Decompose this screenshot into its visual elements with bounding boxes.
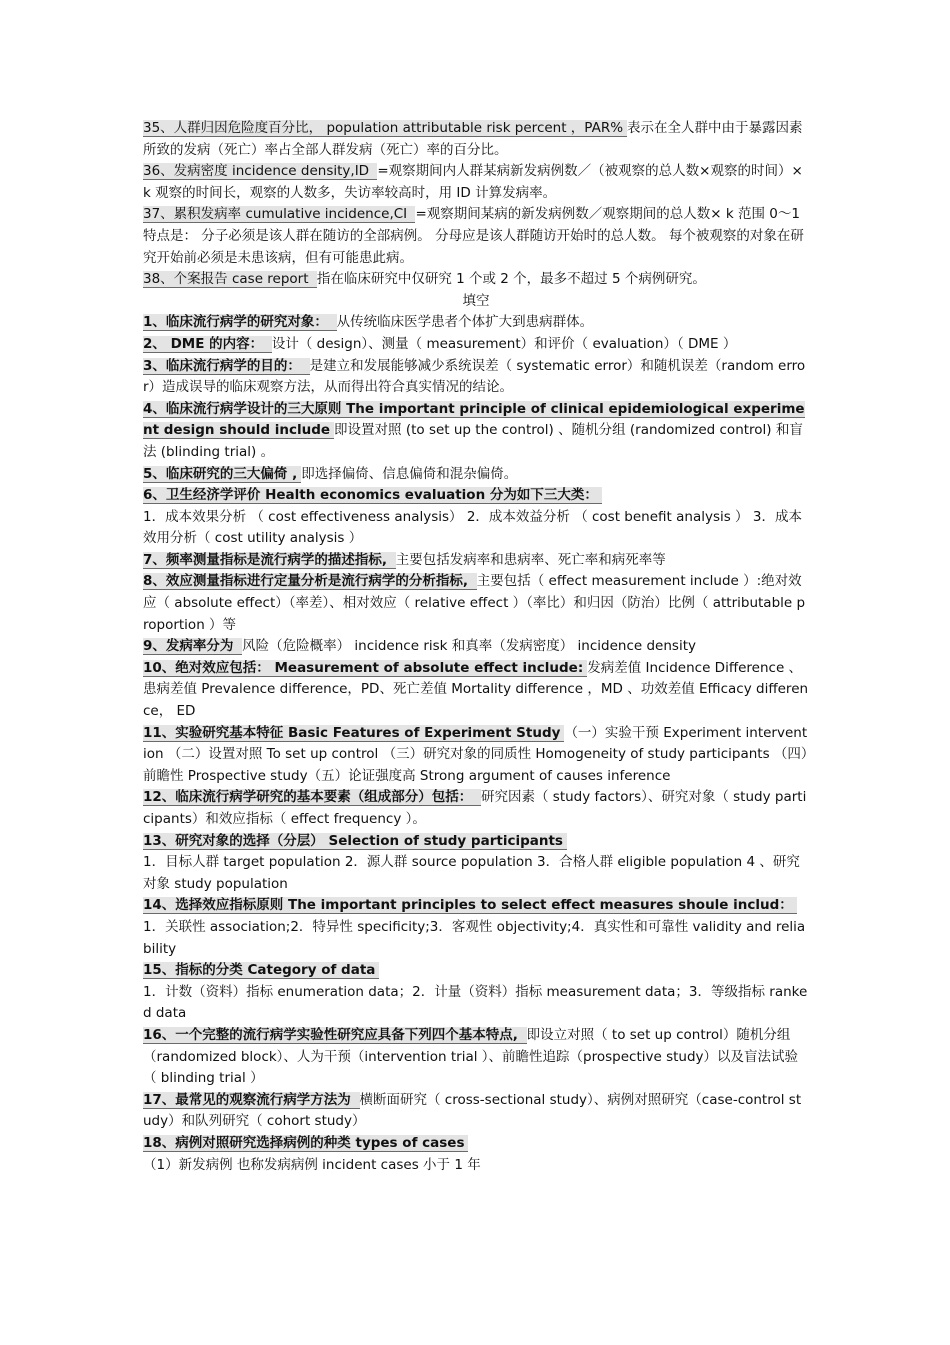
fill-item-1 (143, 312, 809, 334)
paragraph-36 (143, 161, 809, 204)
answer-text: 主要包括发病率和患病率、死亡率和病死率等 (395, 551, 666, 568)
answer-text: 1．关联性 association;2．特异性 specificity;3．客观性 objectivity;4．真实性和可靠性 validity and reliability (143, 918, 806, 957)
fill-item-14-answer (143, 917, 809, 960)
answer-text: 即选择偏倚、信息偏倚和混杂偏倚。 (301, 465, 518, 482)
question-heading: 4、临床流行病学设计的三大原则 The important principle of clinical epidemiological experiment design should include (143, 400, 805, 439)
fill-item-2 (143, 334, 809, 356)
question-heading: 18、病例对照研究选择病例的种类 types of cases (143, 1135, 468, 1152)
question-heading: 14、选择效应指标原则 The important principles to select effect measures shoule includ： (143, 897, 797, 914)
answer-text: 横断面研究（ cross-sectional study）、病例对照研究（case-control study）和队列研究（ cohort study） (143, 1091, 802, 1130)
paragraph-37 (143, 204, 809, 226)
fill-item-18-answer (143, 1155, 809, 1177)
fill-item-11 (143, 723, 809, 788)
question-heading: 17、最常见的观察流行病学方法为 (143, 1092, 360, 1109)
section-title: 填空 (462, 292, 490, 309)
answer-text: 即设立对照（ to set up control）随机分组（randomized block）、人为干预（intervention trial ）、前瞻性追踪（prospective study）以及盲法试验（ blinding trial ） (143, 1026, 799, 1087)
question-heading: 11、实验研究基本特征 Basic Features of Experiment Study (143, 725, 564, 742)
question-heading: 15、指标的分类 Category of data (143, 962, 379, 979)
fill-item-6-answer (143, 507, 809, 550)
answer-text: 设计（ design）、测量（ measurement）和评价（ evaluation）（ DME ） (271, 335, 737, 352)
fill-item-18 (143, 1133, 809, 1155)
answer-text: 1．计数（资料）指标 enumeration data；2．计量（资料）指标 measurement data；3．等级指标 ranked data (143, 983, 808, 1022)
fill-item-13 (143, 831, 809, 853)
paragraph-text: 指在临床研究中仅研究 1 个或 2 个，最多不超过 5 个病例研究。 (316, 271, 706, 288)
fill-item-9 (143, 636, 809, 658)
question-heading: 16、一个完整的流行病学实验性研究应具备下列四个基本特点, (143, 1027, 527, 1044)
answer-text: 主要包括（ effect measurement include ）:绝对效应（ absolute effect）（率差）、相对效应（ relative effect ）（率比）和归因（防治）比例（ attributable proportion ）等 (143, 573, 806, 633)
fill-item-10 (143, 658, 809, 723)
answer-text: 发病差值 Incidence Difference 、患病差值 Prevalence difference，PD、死亡差值 Mortality difference ，MD 、功效差值 Efficacy difference， ED (143, 659, 809, 720)
fill-item-14 (143, 895, 809, 917)
paragraph-text: =观察期间内人群某病新发病例数／（被观察的总人数×观察的时间）× k 观察的时间长，观察的人数多，失访率较高时，用 ID 计算发病率。 (143, 163, 803, 201)
answer-text: 1．成本效果分析 （ cost effectiveness analysis） 2．成本效益分析 （ cost benefit analysis ） 3．成本效用分析（ cost utility analysis ） (143, 508, 802, 547)
question-heading: 6、卫生经济学评价 Health economics evaluation 分为如下三大类： (143, 487, 602, 504)
answer-text: 风险（危险概率） incidence risk 和真率（发病密度） incidence density (242, 638, 696, 655)
question-heading: 13、研究对象的选择（分层） Selection of study participants (143, 833, 567, 850)
paragraph-text: =观察期间某病的新发病例数／观察期间的总人数× k 范围 0～1 (415, 206, 800, 223)
paragraph-text: 特点是： 分子必须是该人群在随访的全部病例。 分母应是该人群随访开始时的总人数。 每个被观察的对象在研究开始前必须是未患该病，但有可能患此病。 (143, 227, 804, 266)
paragraph-37-features (143, 226, 809, 269)
answer-text: 从传统临床医学患者个体扩大到患病群体。 (336, 314, 594, 331)
fill-item-3 (143, 356, 809, 399)
question-heading: 3、临床流行病学的目的： (143, 358, 310, 375)
answer-text: 即设置对照 (to set up the control) 、随机分组 (randomized control) 和盲法 (blinding trial) 。 (143, 422, 803, 460)
question-heading: 8、效应测量指标进行定量分析是流行病学的分析指标, (143, 573, 477, 590)
fill-item-15 (143, 960, 809, 982)
fill-item-7 (143, 550, 809, 572)
term-heading: 38、个案报告 case report (143, 271, 317, 288)
fill-item-13-answer (143, 852, 809, 895)
document-page (143, 118, 809, 1176)
question-heading: 5、临床研究的三大偏倚 , (143, 466, 301, 483)
fill-item-8 (143, 571, 809, 636)
paragraph-38 (143, 269, 809, 291)
fill-item-4 (143, 399, 809, 464)
answer-text: （1）新发病例 也称发病病例 incident cases 小于 1 年 (143, 1156, 481, 1173)
question-heading: 10、绝对效应包括： Measurement of absolute effect include: (143, 660, 587, 677)
question-heading: 2、 DME 的内容： (143, 336, 272, 353)
question-heading: 9、发病率分为 (143, 638, 242, 655)
answer-text: （一）实验干预 Experiment intervention （二）设置对照 To set up control （三）研究对象的同质性 Homogeneity of study participants （四）前瞻性 Prospective study（五）论证强度高 Strong argument of causes inference (143, 724, 808, 784)
paragraph-text: 表示在全人群中由于暴露因素所致的发病（死亡）率占全部人群发病（死亡）率的百分比。 (143, 120, 803, 158)
term-heading: 36、发病密度 incidence density,ID (143, 163, 377, 180)
fill-item-5 (143, 464, 809, 486)
fill-item-12 (143, 787, 809, 830)
fill-item-16 (143, 1025, 809, 1090)
term-heading: 37、累积发病率 cumulative incidence,CI (143, 206, 415, 223)
paragraph-35 (143, 118, 809, 161)
fill-item-6 (143, 485, 809, 507)
question-heading: 12、临床流行病学研究的基本要素（组成部分）包括： (143, 789, 481, 806)
question-heading: 7、频率测量指标是流行病学的描述指标, (143, 552, 396, 569)
fill-item-17 (143, 1090, 809, 1133)
fill-item-15-answer (143, 982, 809, 1025)
answer-text: 研究因素（ study factors）、研究对象（ study participants）和效应指标（ effect frequency ）。 (143, 789, 807, 827)
answer-text: 是建立和发展能够减少系统误差（ systematic error）和随机误差（random error）造成误导的临床观察方法，从而得出符合真实情况的结论。 (143, 357, 806, 396)
question-heading: 1、临床流行病学的研究对象： (143, 314, 337, 331)
answer-text: 1．目标人群 target population 2．源人群 source population 3．合格人群 eligible population 4 、研究对象 study population (143, 854, 800, 892)
term-heading: 35、人群归因危险度百分比， population attributable risk percent ，PAR% (143, 120, 627, 137)
